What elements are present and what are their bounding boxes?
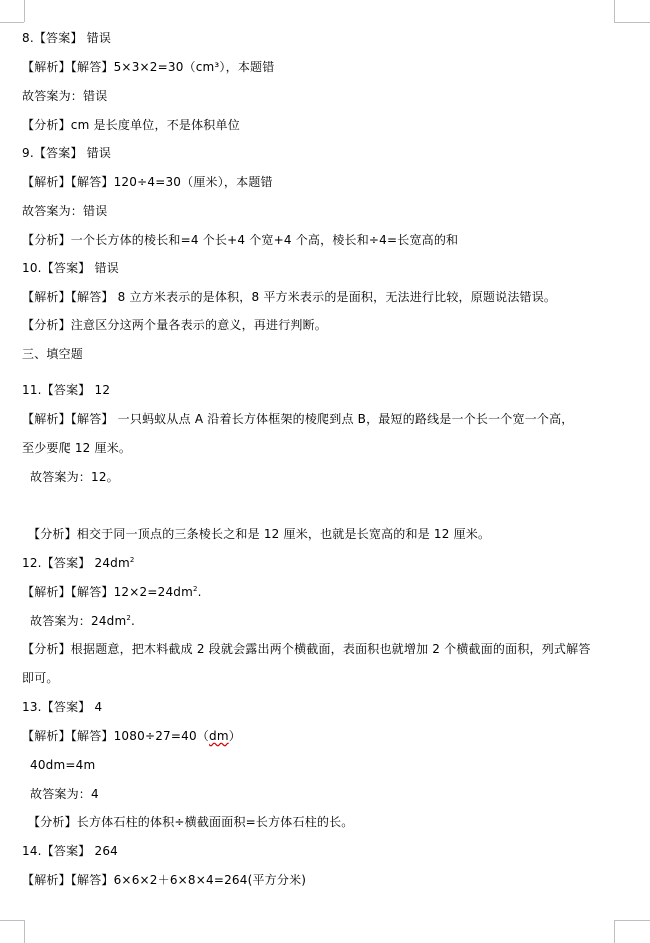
- answer-10-heading: 10.【答案】 错误: [22, 261, 119, 275]
- answer-13-analysis: 【分析】长方体石柱的体积÷横截面面积=长方体石柱的长。: [28, 815, 354, 829]
- crop-mark-bottom-left: [14, 920, 25, 943]
- answer-12-heading-text: 12.【答案】 24dm: [22, 556, 130, 570]
- answer-11-solution: 【解析】【解答】 一只蚂蚁从点 A 沿着长方体框架的棱爬到点 B，最短的路线是一个长一个宽一个高，: [22, 412, 574, 426]
- crop-mark-top-left: [14, 0, 25, 22]
- answer-8-conclusion: 故答案为：错误: [22, 89, 108, 103]
- answer-12-solution: [22, 584, 202, 600]
- superscript: 2: [129, 556, 135, 564]
- section-heading-fill-in: 三、填空题: [22, 347, 84, 361]
- answer-8-heading: 8.【答案】 错误: [22, 31, 112, 45]
- crop-mark-top-right-h: [614, 22, 650, 23]
- answer-12-heading: [22, 555, 135, 571]
- answer-13-conclusion: 故答案为：4: [30, 787, 99, 801]
- superscript: 2: [126, 614, 132, 622]
- crop-mark-top-left-h: [0, 22, 24, 23]
- spellcheck-underlined-unit: dm: [209, 729, 229, 743]
- answer-13-unit-conversion: 40dm=4m: [30, 758, 96, 772]
- answer-10-analysis: 【分析】注意区分这两个量各表示的意义，再进行判断。: [22, 318, 328, 332]
- crop-mark-top-right: [614, 0, 625, 22]
- answer-8-solution: 【解析】【解答】5×3×2=30（cm³），本题错: [22, 60, 275, 74]
- superscript: 2: [193, 585, 198, 593]
- answer-13-solution: [22, 728, 241, 744]
- answer-12-conclusion-text: 故答案为：24dm: [30, 614, 127, 628]
- period: .: [131, 614, 136, 628]
- answer-9-conclusion: 故答案为：错误: [22, 204, 108, 218]
- answer-9-analysis: 【分析】一个长方体的棱长和=4 个长+4 个宽+4 个高，棱长和÷4=长宽高的和: [22, 233, 459, 247]
- crop-mark-bottom-right-h: [614, 920, 650, 921]
- closing-paren: ）: [228, 729, 241, 743]
- answer-14-solution: 【解析】【解答】6×6×2＋6×8×4=264(平方分米): [22, 873, 307, 887]
- answer-13-heading: 13.【答案】 4: [22, 700, 103, 714]
- answer-11-solution-cont: 至少要爬 12 厘米。: [22, 441, 132, 455]
- crop-mark-bottom-left-h: [0, 920, 24, 921]
- answer-8-analysis: 【分析】cm 是长度单位，不是体积单位: [22, 118, 240, 132]
- answer-11-analysis: 【分析】相交于同一顶点的三条棱长之和是 12 厘米，也就是长宽高的和是 12 厘米。: [28, 527, 491, 541]
- answer-11-heading: 11.【答案】 12: [22, 383, 111, 397]
- answer-9-heading: 9.【答案】 错误: [22, 146, 112, 160]
- answer-12-solution-text: 【解析】【解答】12×2=24dm: [22, 585, 193, 599]
- answer-12-analysis-cont: 即可。: [22, 671, 59, 685]
- answer-9-solution: 【解析】【解答】120÷4=30（厘米），本题错: [22, 175, 273, 189]
- answer-12-conclusion: [30, 613, 135, 629]
- answer-11-conclusion: 故答案为：12。: [30, 470, 119, 484]
- answer-10-solution: 【解析】【解答】 8 立方米表示的是体积，8 平方米表示的是面积，无法进行比较，原题说法错误。: [22, 290, 557, 304]
- crop-mark-bottom-right: [614, 920, 625, 943]
- answer-14-heading: 14.【答案】 264: [22, 844, 119, 858]
- period: .: [197, 585, 202, 599]
- answer-13-solution-text: 【解析】【解答】1080÷27=40（: [22, 729, 209, 743]
- answer-12-analysis: 【分析】根据题意，把木料截成 2 段就会露出两个横截面，表面积也就增加 2 个横截面的面积，列式解答: [22, 642, 591, 656]
